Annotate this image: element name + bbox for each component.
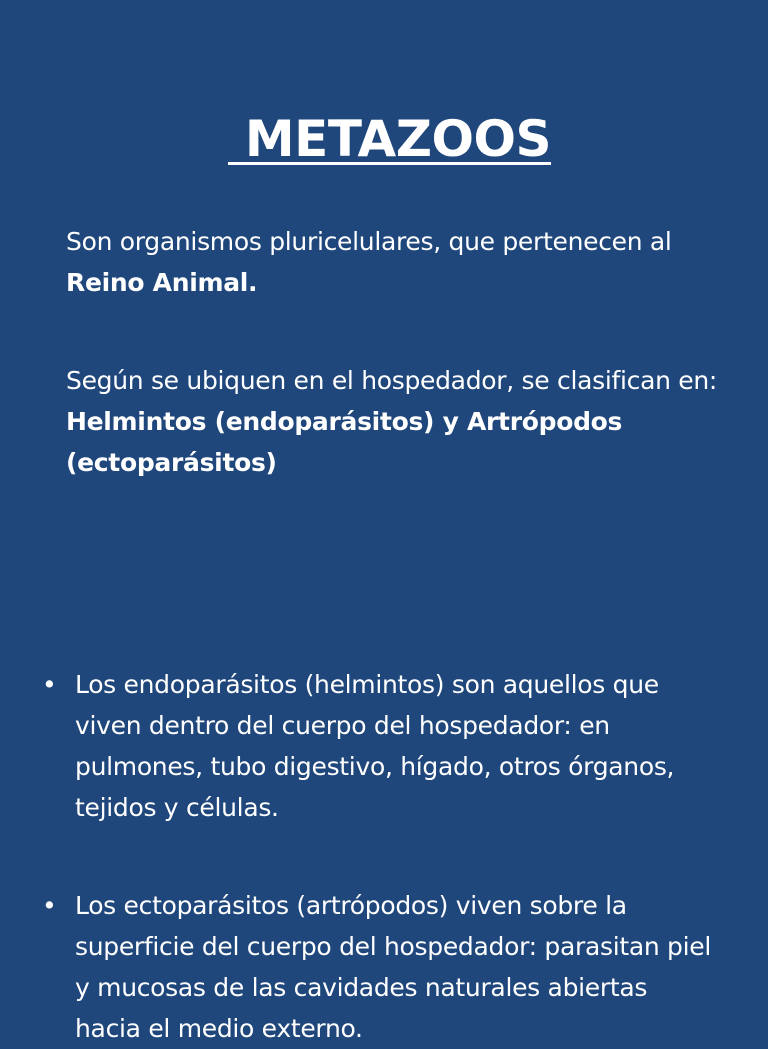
bullet-marker: • bbox=[42, 670, 57, 699]
classification-text: Según se ubiquen en el hospedador, se clasifican en: bbox=[66, 366, 718, 395]
classification-bold-text: Helmintos (endoparásitos) y Artrópodos (ectoparásitos) bbox=[66, 407, 623, 477]
intro-paragraph bbox=[66, 221, 746, 303]
intro-text: Son organismos pluricelulares, que pertenecen al bbox=[66, 227, 672, 256]
intro-bold-text: Reino Animal. bbox=[66, 268, 258, 297]
bullet-marker: • bbox=[42, 891, 57, 920]
bullet-text: Los ectoparásitos (artrópodos) viven sobre la superficie del cuerpo del hospedador: parasitan piel y mucosas de las cavidades naturales abiertas hacia el medio externo. bbox=[75, 891, 711, 1043]
slide-title: METAZOOS bbox=[228, 110, 552, 168]
bullet-text: Los endoparásitos (helmintos) son aquellos que viven dentro del cuerpo del hospedador: en pulmones, tubo digestivo, hígado, otros órganos, tejidos y células. bbox=[75, 670, 675, 822]
classification-paragraph bbox=[66, 360, 746, 483]
